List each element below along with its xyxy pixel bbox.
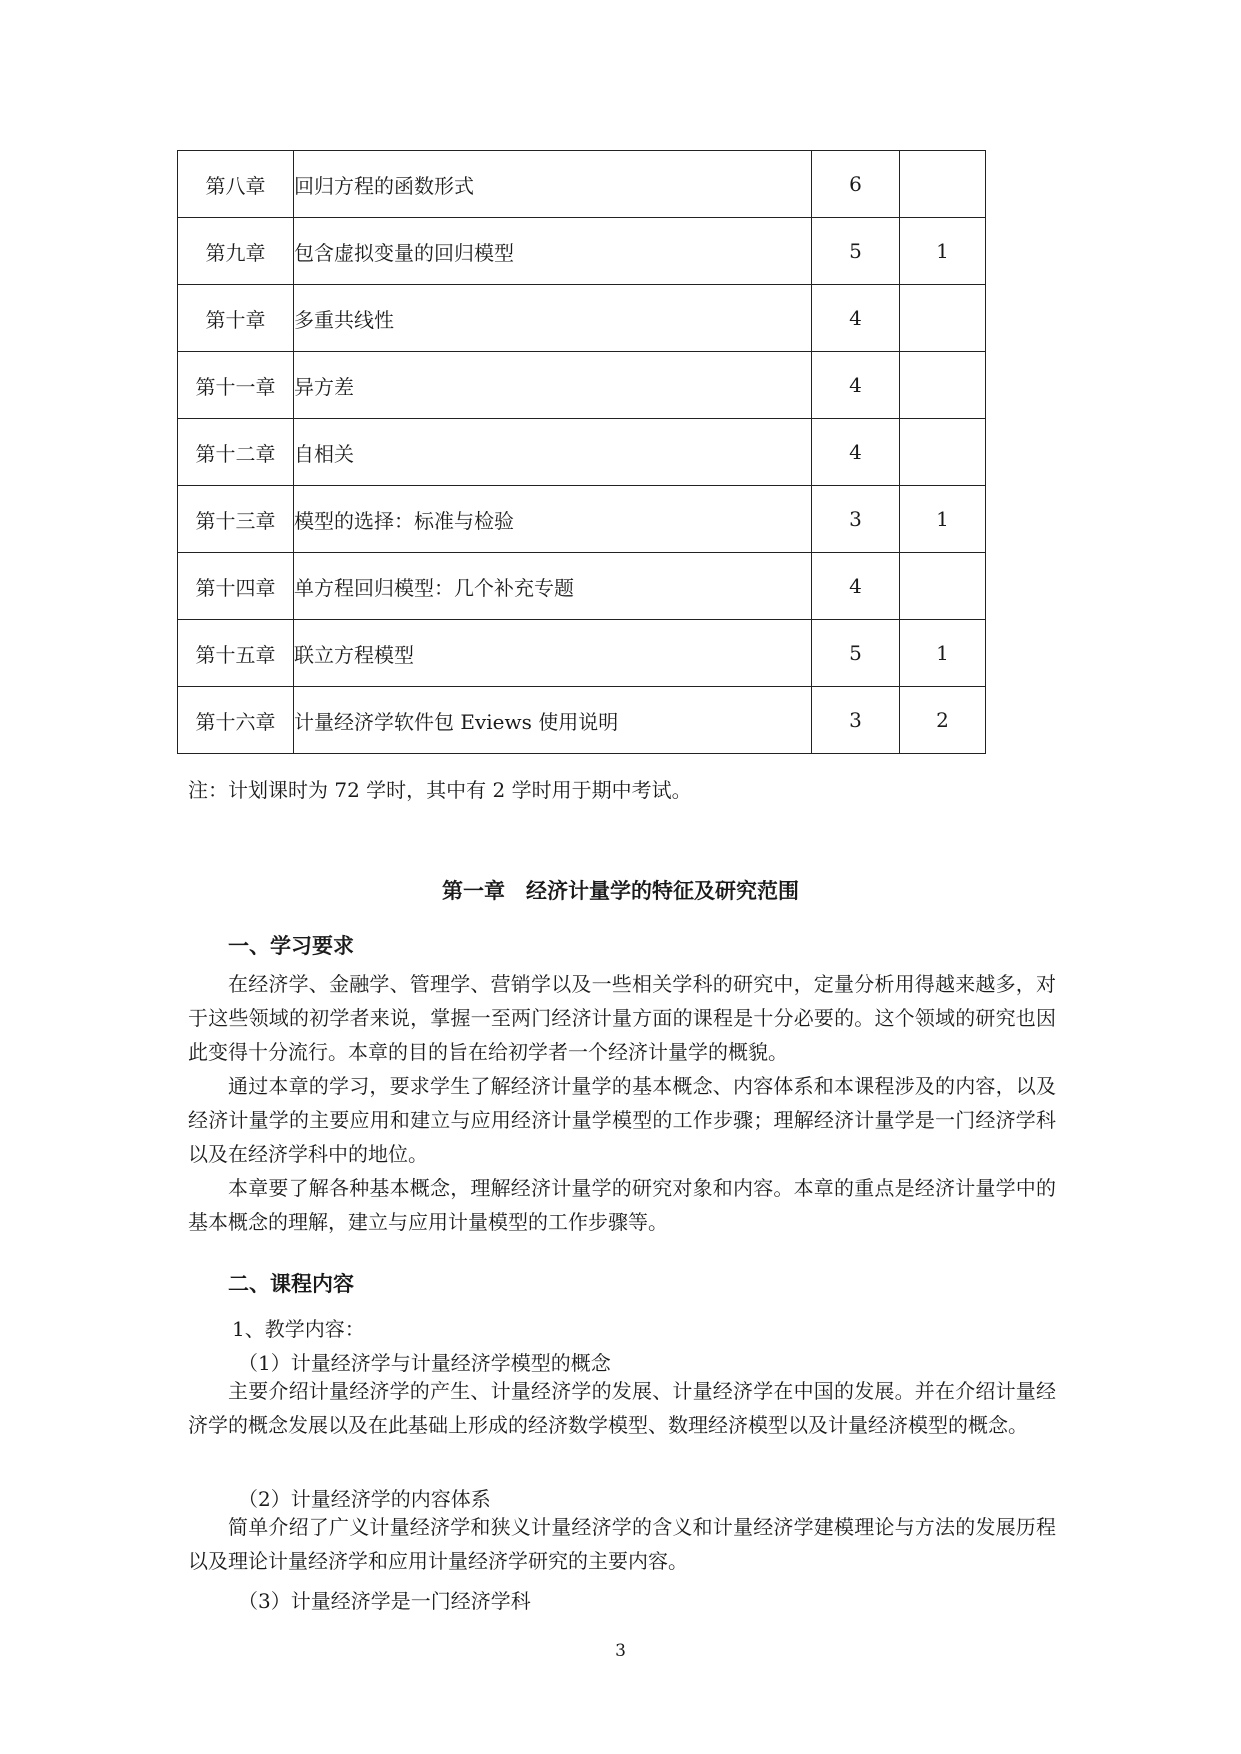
paragraph-key-points: 本章要了解各种基本概念，理解经济计量学的研究对象和内容。本章的重点是经济计量学中的基本概念的理解，建立与应用计量模型的工作步骤等。 xyxy=(188,1176,1056,1234)
topic-cell: 包含虚拟变量的回归模型 xyxy=(294,218,812,285)
item-2-title: （2）计量经济学的内容体系 xyxy=(238,1487,491,1511)
hours-cell: 3 xyxy=(812,687,900,754)
chapter-cell: 第十章 xyxy=(178,285,294,352)
hours-cell: 3 xyxy=(812,486,900,553)
table-row xyxy=(178,620,986,687)
chapter-cell: 第十三章 xyxy=(178,486,294,553)
topic-cell: 异方差 xyxy=(294,352,812,419)
item-1-text: 主要介绍计量经济学的产生、计量经济学的发展、计量经济学在中国的发展。并在介绍计量经济学的概念发展以及在此基础上形成的经济数学模型、数理经济模型以及计量经济模型的概念。 xyxy=(188,1379,1056,1437)
chapter-title: 第一章 经济计量学的特征及研究范围 xyxy=(442,879,799,903)
table-row xyxy=(178,218,986,285)
table-row xyxy=(178,352,986,419)
table-row xyxy=(178,687,986,754)
hours-cell: 4 xyxy=(812,352,900,419)
chapter-cell: 第八章 xyxy=(178,151,294,218)
paragraph-objectives: 通过本章的学习，要求学生了解经济计量学的基本概念、内容体系和本课程涉及的内容，以及经济计量学的主要应用和建立与应用经济计量学模型的工作步骤；理解经济计量学是一门经济学科以及在经济学科中的地位。 xyxy=(188,1074,1056,1166)
chapter-cell: 第十六章 xyxy=(178,687,294,754)
topic-cell: 计量经济学软件包 Eviews 使用说明 xyxy=(294,687,812,754)
hours-cell: 5 xyxy=(812,620,900,687)
topic-cell: 自相关 xyxy=(294,419,812,486)
topic-cell: 模型的选择：标准与检验 xyxy=(294,486,812,553)
item-3-title: （3）计量经济学是一门经济学科 xyxy=(238,1589,531,1613)
item-2-text: 简单介绍了广义计量经济学和狭义计量经济学的含义和计量经济学建模理论与方法的发展历程以及理论计量经济学和应用计量经济学研究的主要内容。 xyxy=(188,1515,1056,1573)
table-row xyxy=(178,151,986,218)
hours-cell: 5 xyxy=(812,218,900,285)
extra-hours-cell xyxy=(900,419,986,486)
chapter-cell: 第九章 xyxy=(178,218,294,285)
hours-cell: 4 xyxy=(812,419,900,486)
paragraph-intro: 在经济学、金融学、管理学、营销学以及一些相关学科的研究中，定量分析用得越来越多，对于这些领域的初学者来说，掌握一至两门经济计量方面的课程是十分必要的。这个领域的研究也因此变得十分流行。本章的目的旨在给初学者一个经济计量学的概貌。 xyxy=(188,972,1056,1064)
chapter-cell: 第十五章 xyxy=(178,620,294,687)
chapter-cell: 第十一章 xyxy=(178,352,294,419)
table-note: 注：计划课时为 72 学时，其中有 2 学时用于期中考试。 xyxy=(188,778,692,802)
hours-cell: 6 xyxy=(812,151,900,218)
item-1-title: （1）计量经济学与计量经济学模型的概念 xyxy=(238,1351,611,1375)
extra-hours-cell xyxy=(900,151,986,218)
chapter-cell: 第十四章 xyxy=(178,553,294,620)
extra-hours-cell: 2 xyxy=(900,687,986,754)
table-row xyxy=(178,419,986,486)
section-heading-course-content: 二、课程内容 xyxy=(228,1272,354,1296)
table-row xyxy=(178,553,986,620)
table-row xyxy=(178,285,986,352)
section-heading-learning-requirements: 一、学习要求 xyxy=(228,934,354,958)
extra-hours-cell xyxy=(900,285,986,352)
table-row xyxy=(178,486,986,553)
topic-cell: 回归方程的函数形式 xyxy=(294,151,812,218)
topic-cell: 联立方程模型 xyxy=(294,620,812,687)
course-hours-table xyxy=(177,150,986,754)
course-hours-table-body xyxy=(178,151,986,754)
extra-hours-cell: 1 xyxy=(900,620,986,687)
extra-hours-cell: 1 xyxy=(900,218,986,285)
teaching-content-label: 1、教学内容： xyxy=(232,1317,365,1341)
extra-hours-cell xyxy=(900,352,986,419)
chapter-cell: 第十二章 xyxy=(178,419,294,486)
page-number: 3 xyxy=(615,1641,626,1661)
hours-cell: 4 xyxy=(812,285,900,352)
extra-hours-cell: 1 xyxy=(900,486,986,553)
extra-hours-cell xyxy=(900,553,986,620)
hours-cell: 4 xyxy=(812,553,900,620)
topic-cell: 多重共线性 xyxy=(294,285,812,352)
topic-cell: 单方程回归模型：几个补充专题 xyxy=(294,553,812,620)
